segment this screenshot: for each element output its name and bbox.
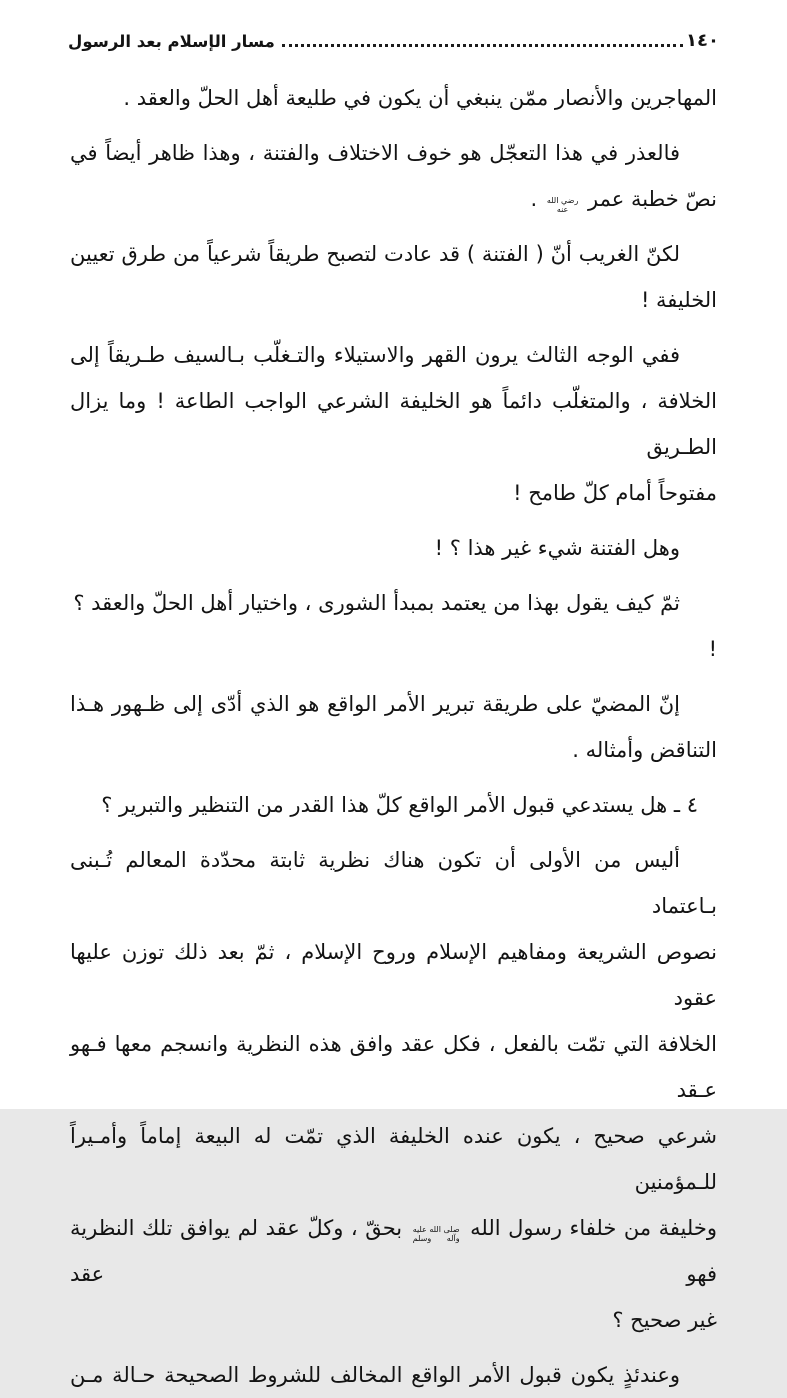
text-line <box>70 1205 717 1297</box>
text-line: ثمّ كيف يقول بهذا من يعتمد بمبدأ الشورى ، واختيار أهل الحلّ والعقد ؟ ! <box>73 591 717 661</box>
text-segment: . <box>530 187 538 211</box>
text-line: إنّ المضيّ على طريقة تبرير الأمر الواقع هو الذي أدّى إلى ظـهور هـذا <box>70 692 680 716</box>
paragraph <box>70 580 717 672</box>
running-title: مسار الإسلام بعد الرسول <box>68 32 275 51</box>
text-line: المهاجرين والأنصار ممّن ينبغي أن يكون في طليعة أهل الحلّ والعقد . <box>123 86 717 110</box>
paragraph <box>70 75 717 121</box>
paragraph <box>70 1352 717 1398</box>
paragraph <box>70 525 717 571</box>
text-line: وهل الفتنة شيء غير هذا ؟ ! <box>434 536 680 560</box>
paragraph <box>70 681 717 773</box>
text-segment: بحقّ ، وكلّ عقد لم يوافق تلك النظرية فهو عقد <box>70 1216 717 1286</box>
text-line: ٤ ـ هل يستدعي قبول الأمر الواقع كلّ هذا القدر من التنظير والتبرير ؟ <box>101 793 698 817</box>
text-line: الخلافة ، والمتغلّب دائماً هو الخليفة الشرعي الواجب الطاعة ! وما يزال الطـريق <box>70 389 717 459</box>
paragraph <box>70 231 717 323</box>
text-line: شرعي صحيح ، يكون عنده الخليفة الذي تمّت له البيعة إماماً وأمـيراً للـمؤمنين <box>70 1124 717 1194</box>
honorific-salla-allahu-alayhi-waalihi-icon: صلى الله عليه وآله وسلم <box>412 1225 460 1243</box>
text-line: نصوص الشريعة ومفاهيم الإسلام وروح الإسلام ، ثمّ بعد ذلك توزن عليها عقود <box>70 940 717 1010</box>
numbered-item <box>70 782 717 828</box>
text-line: مفتوحاً أمام كلّ طامح ! <box>513 481 717 505</box>
text-line: فالعذر في هذا التعجّل هو خوف الاختلاف والفتنة ، وهذا ظاهر أيضاً في <box>70 141 680 165</box>
page-number: ١٤٠ <box>686 30 719 51</box>
text-line: لكنّ الغريب أنّ ( الفتنة ) قد عادت لتصبح طريقاً شرعياً من طرق تعيين <box>70 242 680 266</box>
text-line: ففي الوجه الثالث يرون القهر والاستيلاء والتـغلّب بـالسيف طـريقاً إلى <box>70 343 680 367</box>
text-line: التناقض وأمثاله . <box>572 738 717 762</box>
text-line: الخلافة التي تمّت بالفعل ، فكل عقد وافق هذه النظرية وانسجم معها فـهو عـقد <box>70 1032 717 1102</box>
paragraph <box>70 837 717 1343</box>
text-line <box>70 176 717 222</box>
text-line: أليس من الأولى أن تكون هناك نظرية ثابتة محدّدة المعالم تُـبنى بـاعتماد <box>70 848 717 918</box>
page-header <box>68 0 719 51</box>
paragraph <box>70 332 717 516</box>
text-segment: نصّ خطبة عمر <box>588 187 717 211</box>
text-line: الخليفة ! <box>640 288 717 312</box>
page-body <box>70 75 717 1398</box>
text-line: غير صحيح ؟ <box>612 1308 717 1332</box>
dot-leader <box>282 44 683 47</box>
paragraph <box>70 130 717 222</box>
text-segment: وخليفة من خلفاء رسول الله <box>470 1216 717 1240</box>
honorific-radi-allahu-anhu-icon: رضي الله عنه <box>546 196 579 214</box>
text-line: وعندئذٍ يكون قبول الأمر الواقع المخالف للشروط الصحيحة حـالة مـن <box>70 1363 680 1387</box>
